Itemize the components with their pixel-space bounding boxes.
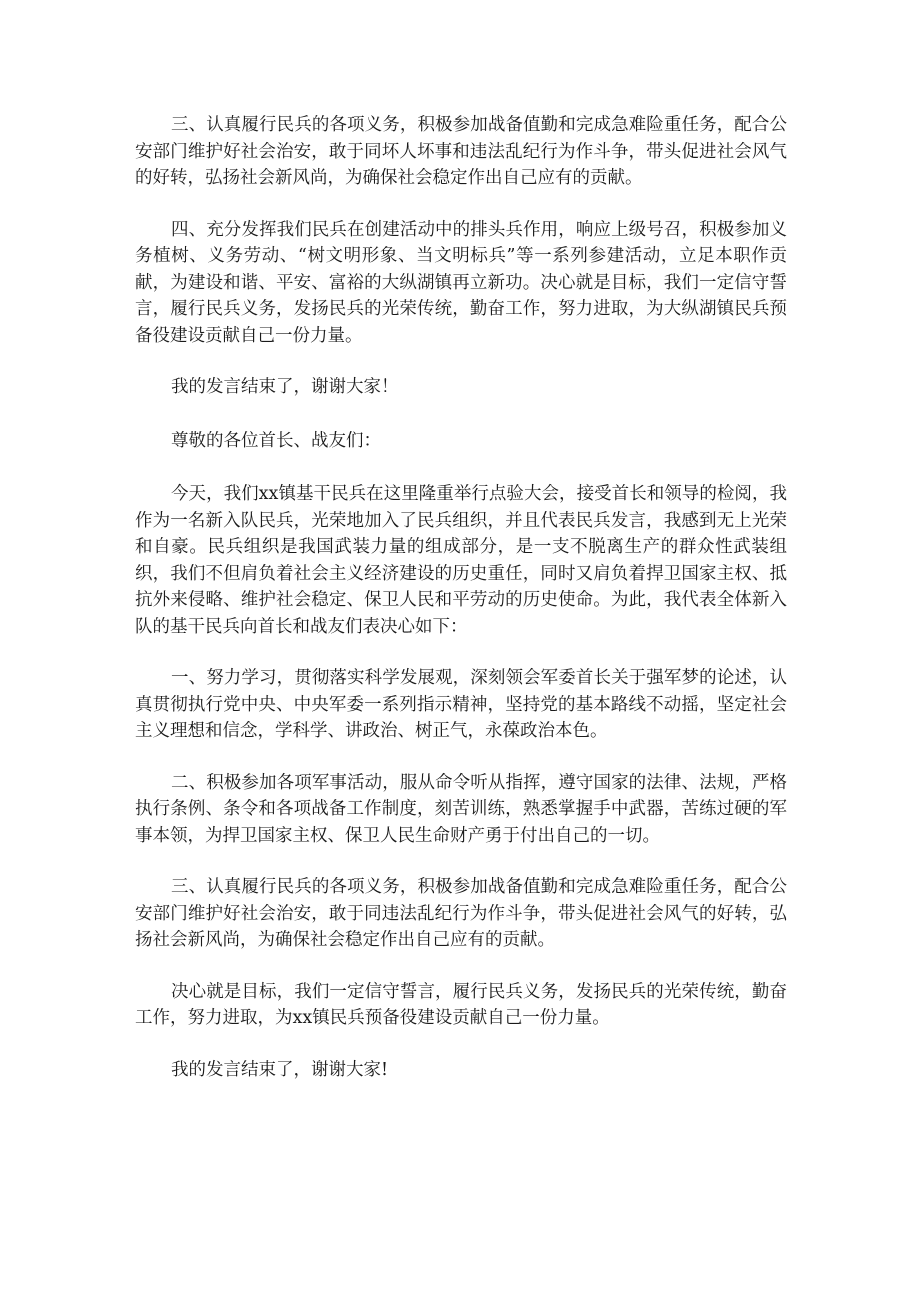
paragraph-introduction: 今天，我们xx镇基干民兵在这里隆重举行点验大会，接受首长和领导的检阅，我作为一名新入队民兵，光荣地加入了民兵组织，并且代表民兵发言，我感到无上光荣和自豪。民兵组织是我国武装力量的组成部分，是一支不脱离生产的群众性武装组织，我们不但肩负着社会主义经济建设的历史重任，同时又肩负着捍卫国家主权、抵抗外来侵略、维护社会稳定、保卫人民和平劳动的历史使命。为此，我代表全体新入队的基干民兵向首长和战友们表决心如下： (135, 484, 787, 637)
paragraph-closing-first: 我的发言结束了，谢谢大家！ (171, 377, 399, 397)
paragraph-salutation: 尊敬的各位首长、战友们： (171, 430, 381, 451)
paragraph-closing-second: 我的发言结束了，谢谢大家! (171, 1059, 389, 1080)
paragraph-duty-2: 二、积极参加各项军事活动，服从命令听从指挥，遵守国家的法律、法规，严格执行条例、条令和各项战备工作制度，刻苦训练，熟悉掌握手中武器，苦练过硬的军事本领，为捍卫国家主权、保卫人民生命财产勇于付出自己的一切。 (135, 772, 787, 846)
paragraph-duty-3-second: 三、认真履行民兵的各项义务，积极参加战备值勤和完成急难险重任务，配合公安部门维护好社会治安，敢于同违法乱纪行为作斗争，带头促进社会风气的好转，弘扬社会新风尚，为确保社会稳定作出自己应有的贡献。 (135, 877, 787, 950)
paragraph-duty-4: 四、充分发挥我们民兵在创建活动中的排头兵作用，响应上级号召，积极参加义务植树、义务劳动、“树文明形象、当文明标兵”等一系列参建活动，立足本职作贡献，为建设和谐、平安、富裕的大纵湖镇再立新功。决心就是目标，我们一定信守誓言，履行民兵义务，发扬民兵的光荣传统，勤奋工作，努力进取，为大纵湖镇民兵预备役建设贡献自己一份力量。 (135, 219, 787, 346)
paragraph-duty-1: 一、努力学习，贯彻落实科学发展观，深刻领会军委首长关于强军梦的论述，认真贯彻执行党中央、中央军委一系列指示精神，坚持党的基本路线不动摇，坚定社会主义理想和信念，学科学、讲政治、树正气，永葆政治本色。 (135, 668, 787, 741)
document-body (135, 112, 787, 1110)
paragraph-resolution: 决心就是目标，我们一定信守誓言，履行民兵义务，发扬民兵的光荣传统，勤奋工作，努力进取，为xx镇民兵预备役建设贡献自己一份力量。 (135, 981, 787, 1028)
paragraph-duty-3-first: 三、认真履行民兵的各项义务，积极参加战备值勤和完成急难险重任务，配合公安部门维护好社会治安，敢于同坏人坏事和违法乱纪行为作斗争，带头促进社会风气的好转，弘扬社会新风尚，为确保社会稳定作出自己应有的贡献。 (135, 115, 787, 188)
